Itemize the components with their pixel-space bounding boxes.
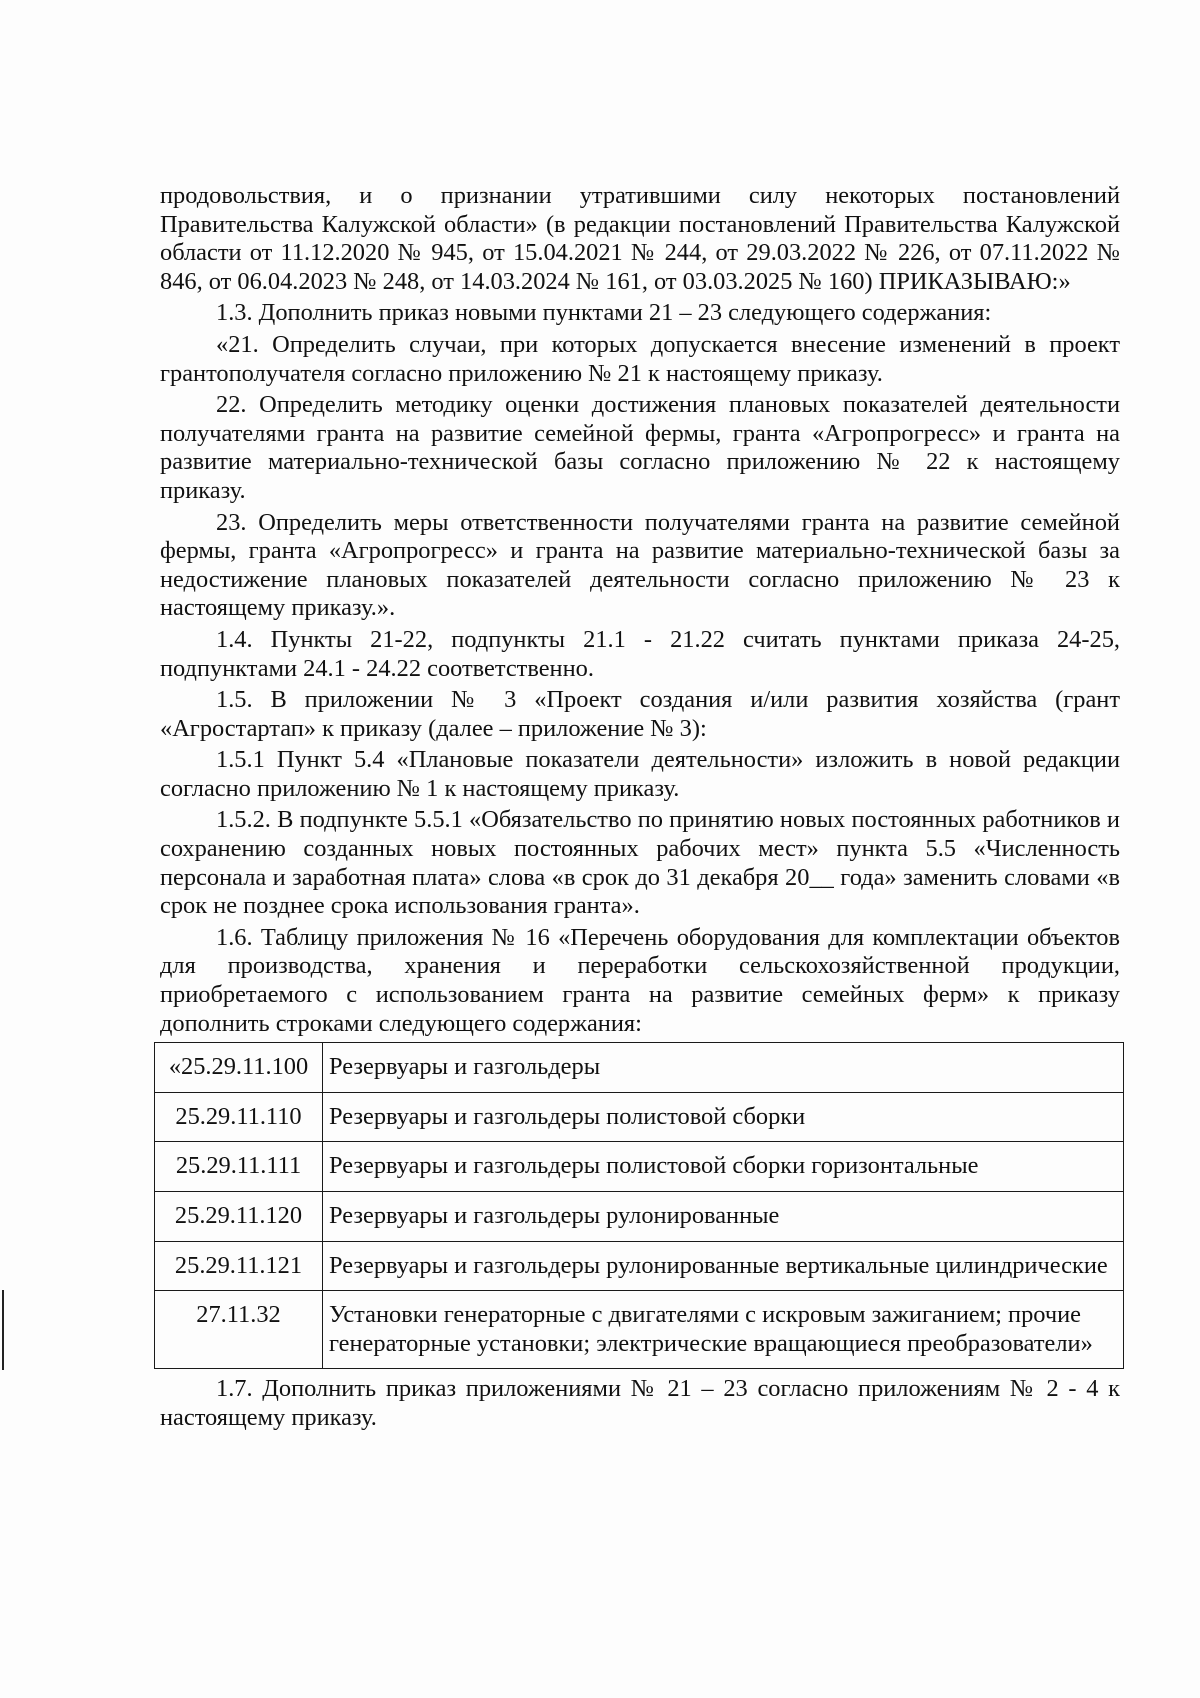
table-cell-code: 25.29.11.121 bbox=[155, 1241, 323, 1291]
paragraph-1-7: 1.7. Дополнить приказ приложениями № 21 – 23 согласно приложениям № 2 - 4 к настоящему приказу. bbox=[160, 1375, 1120, 1431]
paragraph-1-5-2: 1.5.2. В подпункте 5.5.1 «Обязательство по принятию новых постоянных работников и сохранению созданных новых постоянных рабочих мест» пункта 5.5 «Численность персонала и заработная плата» слова «в срок до 31 декабря 20__ года» заменить словами «в срок не позднее срока использования гранта». bbox=[160, 806, 1120, 920]
table-cell-code: 25.29.11.110 bbox=[155, 1092, 323, 1142]
paragraph-intro: продовольствия, и о признании утратившими силу некоторых постановлений Правительства Калужской области» (в редакции постановлений Правительства Калужской области от 11.12.2020 № 945, от 15.04.2021 № 244, от 29.03.2022 № 226, от 07.11.2022 № 846, от 06.04.2023 № 248, от 14.03.2024 № 161, от 03.03.2025 № 160) ПРИКАЗЫВАЮ:» bbox=[160, 182, 1120, 295]
table-row bbox=[155, 1192, 1124, 1242]
table-cell-code: 25.29.11.111 bbox=[155, 1142, 323, 1192]
table-cell-code: 27.11.32 bbox=[155, 1291, 323, 1369]
paragraph-1-5: 1.5. В приложении № 3 «Проект создания и/или развития хозяйства (грант «Агростартап» к приказу (далее – приложение № 3): bbox=[160, 686, 1120, 742]
table-cell-code: «25.29.11.100 bbox=[155, 1043, 323, 1093]
table-cell-code: 25.29.11.120 bbox=[155, 1192, 323, 1242]
paragraph-22: 22. Определить методику оценки достижения плановых показателей деятельности получателями гранта на развитие семейной фермы, гранта «Агропрогресс» и гранта на развитие материально-технической базы согласно приложению № 22 к настоящему приказу. bbox=[160, 391, 1120, 504]
table-row bbox=[155, 1142, 1124, 1192]
table-row bbox=[155, 1241, 1124, 1291]
scan-mark-left bbox=[2, 1290, 4, 1370]
table-row bbox=[155, 1291, 1124, 1369]
table-cell-name: Резервуары и газгольдеры рулонированные bbox=[323, 1192, 1124, 1242]
paragraph-21: «21. Определить случаи, при которых допускается внесение изменений в проект грантополучателя согласно приложению № 21 к настоящему приказу. bbox=[160, 330, 1120, 387]
paragraph-1-6: 1.6. Таблицу приложения № 16 «Перечень оборудования для комплектации объектов для производства, хранения и переработки сельскохозяйственной продукции, приобретаемого с использованием гранта на развитие семейных ферм» к приказу дополнить строками следующего содержания: bbox=[160, 923, 1120, 1037]
table-cell-name: Установки генераторные с двигателями с искровым зажиганием; прочие генераторные установки; электрические вращающиеся преобразователи» bbox=[323, 1291, 1124, 1369]
table-cell-name: Резервуары и газгольдеры полистовой сборки горизонтальные bbox=[323, 1142, 1124, 1192]
table-cell-name: Резервуары и газгольдеры рулонированные вертикальные цилиндрические bbox=[323, 1241, 1124, 1291]
table-row bbox=[155, 1043, 1124, 1093]
table-cell-name: Резервуары и газгольдеры полистовой сборки bbox=[323, 1092, 1124, 1142]
document-body bbox=[160, 182, 1120, 1436]
table-cell-name: Резервуары и газгольдеры bbox=[323, 1043, 1124, 1093]
paragraph-1-4: 1.4. Пункты 21-22, подпункты 21.1 - 21.22 считать пунктами приказа 24-25, подпунктами 24.1 - 24.22 соответственно. bbox=[160, 625, 1120, 682]
equipment-table bbox=[154, 1042, 1124, 1369]
table-row bbox=[155, 1092, 1124, 1142]
paragraph-1-3: 1.3. Дополнить приказ новыми пунктами 21 – 23 следующего содержания: bbox=[216, 299, 992, 327]
paragraph-23: 23. Определить меры ответственности получателями гранта на развитие семейной фермы, гранта «Агропрогресс» и гранта на развитие материально-технической базы за недостижение плановых показателей деятельности согласно приложению № 23 к настоящему приказу.». bbox=[160, 508, 1120, 622]
paragraph-1-5-1: 1.5.1 Пункт 5.4 «Плановые показатели деятельности» изложить в новой редакции согласно приложению № 1 к настоящему приказу. bbox=[160, 746, 1120, 802]
